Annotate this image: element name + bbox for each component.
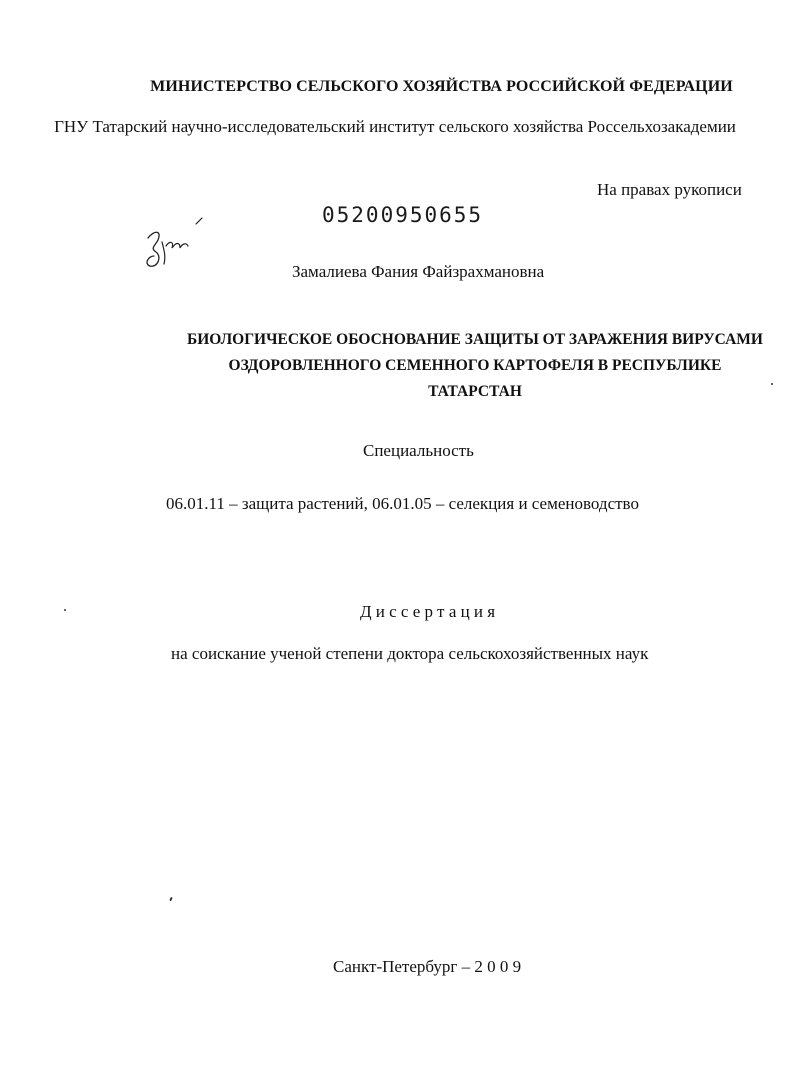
scan-speck xyxy=(169,897,172,901)
dissertation-purpose: на соискание ученой степени доктора сельскохозяйственных наук xyxy=(171,644,649,663)
scan-speck xyxy=(771,383,773,385)
scan-speck xyxy=(64,609,66,611)
dissertation-label: Диссертация xyxy=(360,602,500,621)
handwritten-signature-icon xyxy=(140,216,210,276)
manuscript-rights-note: На правах рукописи xyxy=(597,180,742,199)
document-number-stamp: 05200950655 xyxy=(322,203,484,227)
dissertation-title: БИОЛОГИЧЕСКОЕ ОБОСНОВАНИЕ ЗАЩИТЫ ОТ ЗАРАЖЕНИЯ ВИРУСАМИ ОЗДОРОВЛЕННОГО СЕМЕННОГО КАРТОФЕЛЯ В РЕСПУБЛИКЕ ТАТАРСТАН xyxy=(187,331,763,400)
specialty-codes: 06.01.11 – защита растений, 06.01.05 – селекция и семеноводство xyxy=(166,494,639,513)
author-name: Замалиева Фания Файзрахмановна xyxy=(292,262,545,281)
institute-name: ГНУ Татарский научно-исследовательский институт сельского хозяйства Россельхозакадемии xyxy=(54,117,736,136)
ministry-heading: МИНИСТЕРСТВО СЕЛЬСКОГО ХОЗЯЙСТВА РОССИЙСКОЙ ФЕДЕРАЦИИ xyxy=(150,78,733,95)
specialty-label: Специальность xyxy=(363,441,474,460)
city-year: Санкт-Петербург – 2 0 0 9 xyxy=(333,957,522,976)
